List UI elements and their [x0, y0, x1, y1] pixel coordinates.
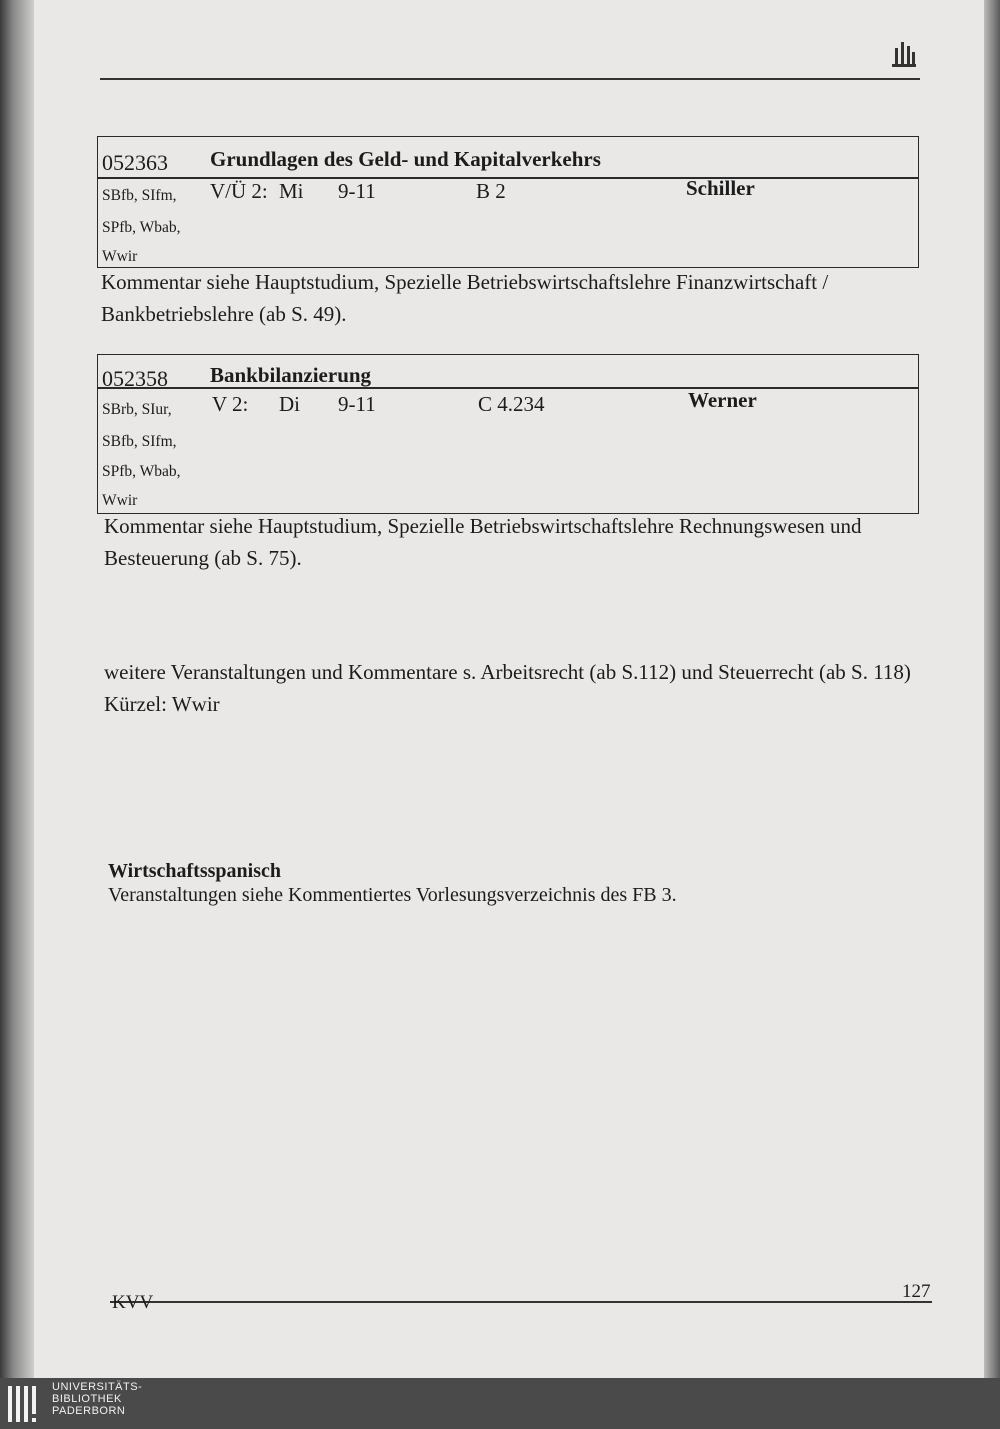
course-lecturer: Schiller: [686, 176, 755, 200]
library-stamp-icon: [890, 38, 918, 72]
course-room: C 4.234: [478, 392, 545, 416]
course-programs-line-4: Wwir: [102, 492, 138, 509]
course-time: 9-11: [338, 179, 376, 203]
section-text: Veranstaltungen siehe Kommentiertes Vorlesungsverzeichnis des FB 3.: [108, 884, 677, 906]
course-programs-line-1: SBfb, SIfm,: [102, 187, 177, 204]
course-day: Mi: [279, 179, 304, 203]
book-spine-shadow: [0, 0, 34, 1378]
library-name: [52, 1381, 142, 1417]
library-logo-icon: [6, 1382, 46, 1426]
footer-rule: [110, 1301, 932, 1303]
library-banner: [0, 1378, 1000, 1429]
course-programs-line-1: SBrb, SIur,: [102, 401, 172, 418]
page-edge-shadow: [984, 0, 1000, 1378]
course-box-052363: [97, 136, 919, 268]
footer-label: KVV: [112, 1292, 154, 1313]
page-number: 127: [902, 1281, 931, 1302]
course-programs-line-3: SPfb, Wbab,: [102, 463, 181, 480]
header-rule: [100, 78, 920, 80]
course-day: Di: [279, 392, 300, 416]
course-number: 052363: [102, 150, 168, 175]
course-lecturer: Werner: [688, 388, 757, 412]
course-title: Grundlagen des Geld- und Kapitalverkehrs: [210, 147, 601, 171]
course-programs-line-3: Wwir: [102, 248, 138, 265]
section-heading: Wirtschaftsspanisch: [108, 860, 281, 882]
course-time: 9-11: [338, 392, 376, 416]
course-room: B 2: [476, 179, 506, 203]
course-programs-line-2: SBfb, SIfm,: [102, 433, 177, 450]
library-name-line-2: BIBLIOTHEK: [52, 1393, 122, 1405]
course-type: V/Ü 2:: [210, 179, 268, 203]
course-comment-052358: Kommentar siehe Hauptstudium, Spezielle Betriebswirtschaftslehre Rechnungswesen und Besteuerung (ab S. 75).: [104, 514, 862, 570]
course-type: V 2:: [212, 392, 249, 416]
course-title: Bankbilanzierung: [210, 363, 372, 387]
course-programs-line-2: SPfb, Wbab,: [102, 219, 181, 236]
course-box-052358: [97, 354, 919, 514]
further-courses-note: weitere Veranstaltungen und Kommentare s. Arbeitsrecht (ab S.112) und Steuerrecht (ab S. 118) Kürzel: Wwir: [104, 660, 911, 716]
course-number: 052358: [102, 366, 168, 391]
course-comment-052363: Kommentar siehe Hauptstudium, Spezielle Betriebswirtschaftslehre Finanzwirtschaft / Bankbetriebslehre (ab S. 49).: [101, 270, 829, 326]
library-name-line-3: PADERBORN: [52, 1405, 126, 1417]
library-name-line-1: UNIVERSITÄTS-: [52, 1381, 143, 1393]
